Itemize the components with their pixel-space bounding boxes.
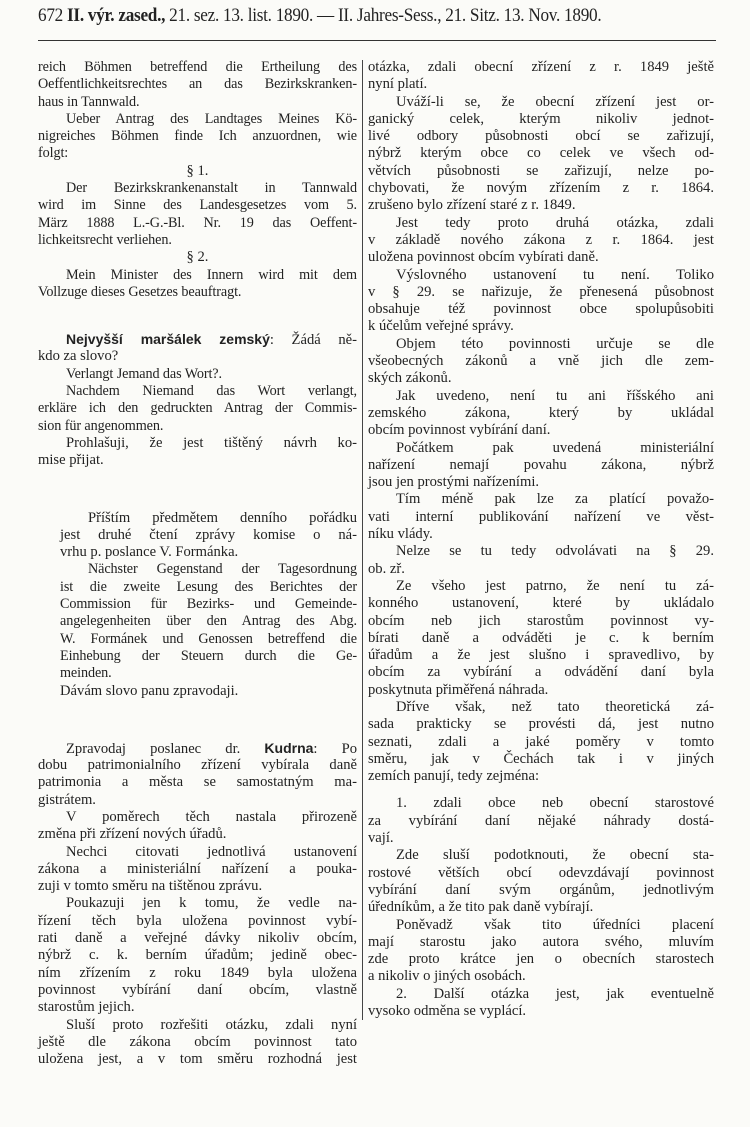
paragraph — [368, 336, 714, 388]
text-line: Mein Minister des Innern wird mit dem — [66, 266, 357, 283]
text-line: nýbrž kterým obce co celek ve všech od- — [368, 145, 714, 162]
text-line: Poukazuji jen k tomu, že vedle na- — [66, 895, 357, 912]
text-line: obcím neb jich starostům povinnost vy- — [368, 612, 714, 629]
text-line: Nachdem Niemand das Wort verlangt, — [66, 383, 357, 400]
text-line: Der Bezirkskrankenanstalt in Tannwald — [66, 180, 357, 197]
text-line: ob. zř. — [368, 560, 405, 577]
text-line: obcím povinnost vybírání daní. — [368, 422, 551, 439]
text-line: lichkeitsrecht verliehen. — [38, 231, 172, 248]
text-line: seznati, zdali a jaké poměry v tomto — [368, 733, 714, 750]
argument-section — [368, 59, 714, 785]
text-line: livé odbory působnosti obcí se zařizují, — [368, 128, 714, 145]
paragraph — [368, 215, 714, 267]
paragraph — [368, 491, 714, 543]
text-line: Vollzuge dieses Gesetzes beauftragt. — [38, 283, 242, 300]
text-line: vysoko odměna se vyplácí. — [368, 1003, 527, 1020]
paragraph — [368, 795, 714, 847]
paragraph — [368, 917, 714, 986]
text-line: bírati daně a odváděti je c. k berním — [368, 629, 714, 646]
text-line: ských zákonů. — [368, 370, 452, 387]
text-line: obcím za vybírání a odvádění daní byla — [368, 664, 714, 681]
text-line: zrušeno bylo zřízení staré z r. 1849. — [368, 197, 576, 214]
text-line: vají. — [368, 830, 394, 847]
text-line: a nikoliv o jiných osobách. — [368, 968, 526, 985]
text-line: nýbrž c. k. berním úřadům; jedině obec- — [38, 947, 357, 964]
paragraph — [38, 59, 357, 111]
text-line: zde proto krátce jen o obecních starostech — [368, 951, 714, 968]
text-line: Dříve však, než tato theoretická zá- — [396, 698, 714, 715]
text-line: mají starostu jako autora svého, mluvím — [368, 933, 714, 950]
text-line: erkläre ich den gedruckten Antrag der Commis- — [38, 400, 357, 417]
right-column — [368, 59, 714, 1020]
text-line: uložena povinnost obcím vybírati daně. — [368, 249, 599, 266]
text-line: dobu patrimonialního zřízení vybírala daně — [38, 757, 357, 774]
text-line: v § 29. se nařizuje, že přenesená působnost — [368, 283, 714, 300]
text-line: Uváží-li se, že obecní zřízení jest or- — [396, 93, 714, 110]
column-divider — [362, 60, 363, 1020]
text-line: k účelům veřejné správy. — [368, 318, 514, 335]
header-rule — [38, 40, 716, 41]
speaker-name: Kudrna — [264, 739, 314, 756]
text-line: Dávám slovo panu zpravodaji. — [60, 682, 239, 699]
paragraph — [368, 59, 714, 94]
paragraph — [60, 510, 357, 562]
paragraph — [368, 440, 714, 492]
text-line: obsahuje též povinnost obce spolupůsobiti — [368, 301, 714, 318]
text-line: sada prakticky se provésti dá, jest nutno — [368, 716, 714, 733]
text-line: vrhu p. poslance V. Formánka. — [60, 544, 239, 561]
marshal-section — [38, 331, 357, 469]
text-line: mise přijat. — [38, 452, 104, 469]
points-section — [368, 795, 714, 1020]
paragraph — [368, 94, 714, 215]
decree-section — [38, 59, 357, 301]
text-line: Výslovného ustanovení tu není. Toliko — [396, 266, 714, 283]
text-line: za vybírání daní nějaké náhrady dostá- — [368, 812, 714, 829]
text-line: větvích působnosti se zařizují, nelze po- — [368, 162, 714, 179]
text-line: starostům jejich. — [38, 999, 135, 1016]
text-line: März 1888 L.-G.-Bl. Nr. 19 das Oeffent- — [38, 214, 357, 231]
paragraph — [368, 578, 714, 699]
text-line: rati daně a veřejné dávky nikoliv obcím, — [38, 930, 357, 947]
text-line: Tím méně pak lze za platící považo- — [396, 491, 714, 508]
text-line: Počátkem pak uvedená ministeriální — [396, 439, 714, 456]
section-heading — [38, 163, 357, 180]
paragraph — [38, 895, 357, 1016]
text-line: jsou jen prostými nařízeními. — [368, 474, 540, 491]
text-line: jest druhé čtení zprávy komise o ná- — [60, 526, 357, 543]
speaker-name: Nejvyšší maršálek zemský — [66, 331, 270, 348]
text-line: Commission für Bezirks- und Gemeinde- — [60, 596, 357, 613]
paragraph — [38, 383, 357, 435]
report-section — [38, 740, 357, 1069]
section-number: § 1. — [186, 162, 209, 179]
text-line: gistrátem. — [38, 791, 96, 808]
header-session-details: 21. sez. 13. list. 1890. — II. Jahres-Sess., 21. Sitz. 13. Nov. 1890. — [165, 6, 602, 26]
paragraph — [368, 543, 714, 578]
text-line: Prohlašuji, že jest tištěný návrh ko- — [66, 434, 357, 451]
text-line: 2. Další otázka jest, jak eventuelně — [396, 985, 714, 1002]
text-line: uložena jest, a v tom směru rozhodná jest — [38, 1051, 357, 1068]
paragraph — [38, 844, 357, 896]
paragraph — [38, 331, 357, 366]
text-line: konného ustanovení, které by ukládalo — [368, 595, 714, 612]
text-line: Ueber Antrag des Landtages Meines Kö- — [66, 110, 357, 127]
text-line: níku vlády. — [368, 526, 433, 543]
paragraph — [38, 1017, 357, 1069]
text-line: 1. zdali obce neb obecní starostové — [396, 795, 714, 812]
text-segment: : Žádá ně- — [269, 332, 357, 349]
text-line: v základě nového zákona z r. 1864. jest — [368, 231, 714, 248]
agenda-section — [60, 510, 357, 700]
text-line: ním zřízením z roku 1849 byla uložena — [38, 964, 357, 981]
paragraph — [38, 267, 357, 302]
text-line: Jak uvedeno, není tu ani říšského ani — [396, 387, 714, 404]
text-line: vati interní publikování nařízení ve věst- — [368, 508, 714, 525]
text-line: Zde sluší podotknouti, že obecní sta- — [396, 847, 714, 864]
paragraph — [368, 847, 714, 916]
text-line: sion für angenommen. — [38, 417, 164, 434]
section-heading — [38, 249, 357, 266]
text-line: Příštím předmětem denního pořádku — [88, 509, 357, 526]
text-line: Verlangt Jemand das Wort?. — [66, 365, 222, 382]
text-segment: Zpravodaj poslanec dr. — [66, 740, 265, 757]
text-line: V poměrech těch nastala přirozeně — [66, 808, 357, 825]
text-line — [38, 331, 357, 348]
text-line: změna při zřízení nových úřadů. — [38, 826, 227, 843]
text-line: nyní platí. — [368, 76, 428, 93]
header-session-czech: II. výr. zased., — [67, 6, 166, 26]
text-line: W. Formánek und Genossen betreffend die — [60, 630, 357, 647]
paragraph — [368, 388, 714, 440]
text-line: povinnost vybírání daní obcím, vlastně — [38, 981, 357, 998]
text-line: folgt: — [38, 145, 69, 162]
text-line: zemského zákona, který by ukládal — [368, 404, 714, 421]
text-line: úřadům a že jest slušno i spravedlivo, by — [368, 647, 714, 664]
text-line: řízení těch byla uložena povinnost vybí- — [38, 912, 357, 929]
text-line: meinden. — [60, 665, 112, 682]
paragraph — [38, 111, 357, 163]
text-line: rostové větších obcí odevzdávají povinnost — [368, 864, 714, 881]
paragraph — [368, 986, 714, 1021]
text-line: otázka, zdali obecní zřízení z r. 1849 ještě — [368, 59, 714, 75]
text-line: ganický celek, kterým nikoliv jednot- — [368, 110, 714, 127]
left-column — [38, 59, 357, 1068]
paragraph — [38, 180, 357, 249]
text-line: patrimonia a města se samostatným ma- — [38, 774, 357, 791]
text-line: wird im Sinne des Landesgesetzes vom 5. — [38, 197, 357, 214]
text-line: reich Böhmen betreffend die Ertheilung des — [38, 59, 357, 75]
paragraph — [368, 267, 714, 336]
text-line: nařízení nemají povahu zákona, nýbrž — [368, 456, 714, 473]
text-line: ještě dle zákona obcím povinnost tato — [38, 1033, 357, 1050]
text-line: kdo za slovo? — [38, 348, 119, 365]
text-line: chybovati, že novým zřízením z r. 1864. — [368, 180, 714, 197]
section-number: § 2. — [186, 249, 209, 266]
text-line: Jest tedy proto druhá otázka, zdali — [396, 214, 714, 231]
text-segment: : Po — [313, 740, 357, 757]
paragraph — [60, 683, 357, 700]
paragraph — [60, 561, 357, 682]
text-line: Oeffentlichkeitsrechtes an das Bezirkskranken- — [38, 76, 357, 93]
text-line — [38, 740, 357, 757]
text-line: angelegenheiten über den Antrag des Abg. — [60, 613, 357, 630]
text-line: Poněvadž však tito úředníci placení — [396, 916, 714, 933]
text-line: vybírání daní svým orgánům, jednotlivým — [368, 881, 714, 898]
text-line: nigreiches Böhmen finde Ich anzuordnen, wie — [38, 128, 357, 145]
text-line: Einhebung der Steuern durch die Ge- — [60, 647, 357, 664]
text-line: úředníkům, a že tito pak daně vybírají. — [368, 899, 594, 916]
text-line: směru, jak v Čechách tak i v jiných — [368, 750, 714, 767]
text-line: Nächster Gegenstand der Tagesordnung — [88, 561, 357, 578]
text-line: zuji v tomto směru na tištěnou zprávu. — [38, 878, 263, 895]
text-line: Ze všeho jest patrno, že není tu zá- — [396, 577, 714, 594]
page-number: 672 — [38, 6, 63, 26]
text-line: haus in Tannwald. — [38, 93, 140, 110]
paragraph — [38, 435, 357, 470]
running-header — [38, 6, 667, 27]
paragraph — [38, 740, 357, 809]
text-line: všeobecných zákonů a vně jich dle zem- — [368, 353, 714, 370]
paragraph — [368, 699, 714, 785]
text-line: Nelze se tu tedy odvolávati na § 29. — [396, 543, 714, 560]
text-line: zemích panují, tedy zejména: — [368, 768, 539, 785]
text-line: poskytnuta přiměřená náhrada. — [368, 681, 549, 698]
text-line: zákona a ministeriální nařízení a pouka- — [38, 860, 357, 877]
text-line: Objem této povinnosti určuje se dle — [396, 335, 714, 352]
text-line: ist die zweite Lesung des Berichtes der — [60, 578, 357, 595]
paragraph — [38, 809, 357, 844]
paragraph — [38, 366, 357, 383]
text-line: Nechci citovati jednotlivá ustanovení — [66, 843, 357, 860]
text-line: Sluší proto rozřešiti otázku, zdali nyní — [66, 1016, 357, 1033]
